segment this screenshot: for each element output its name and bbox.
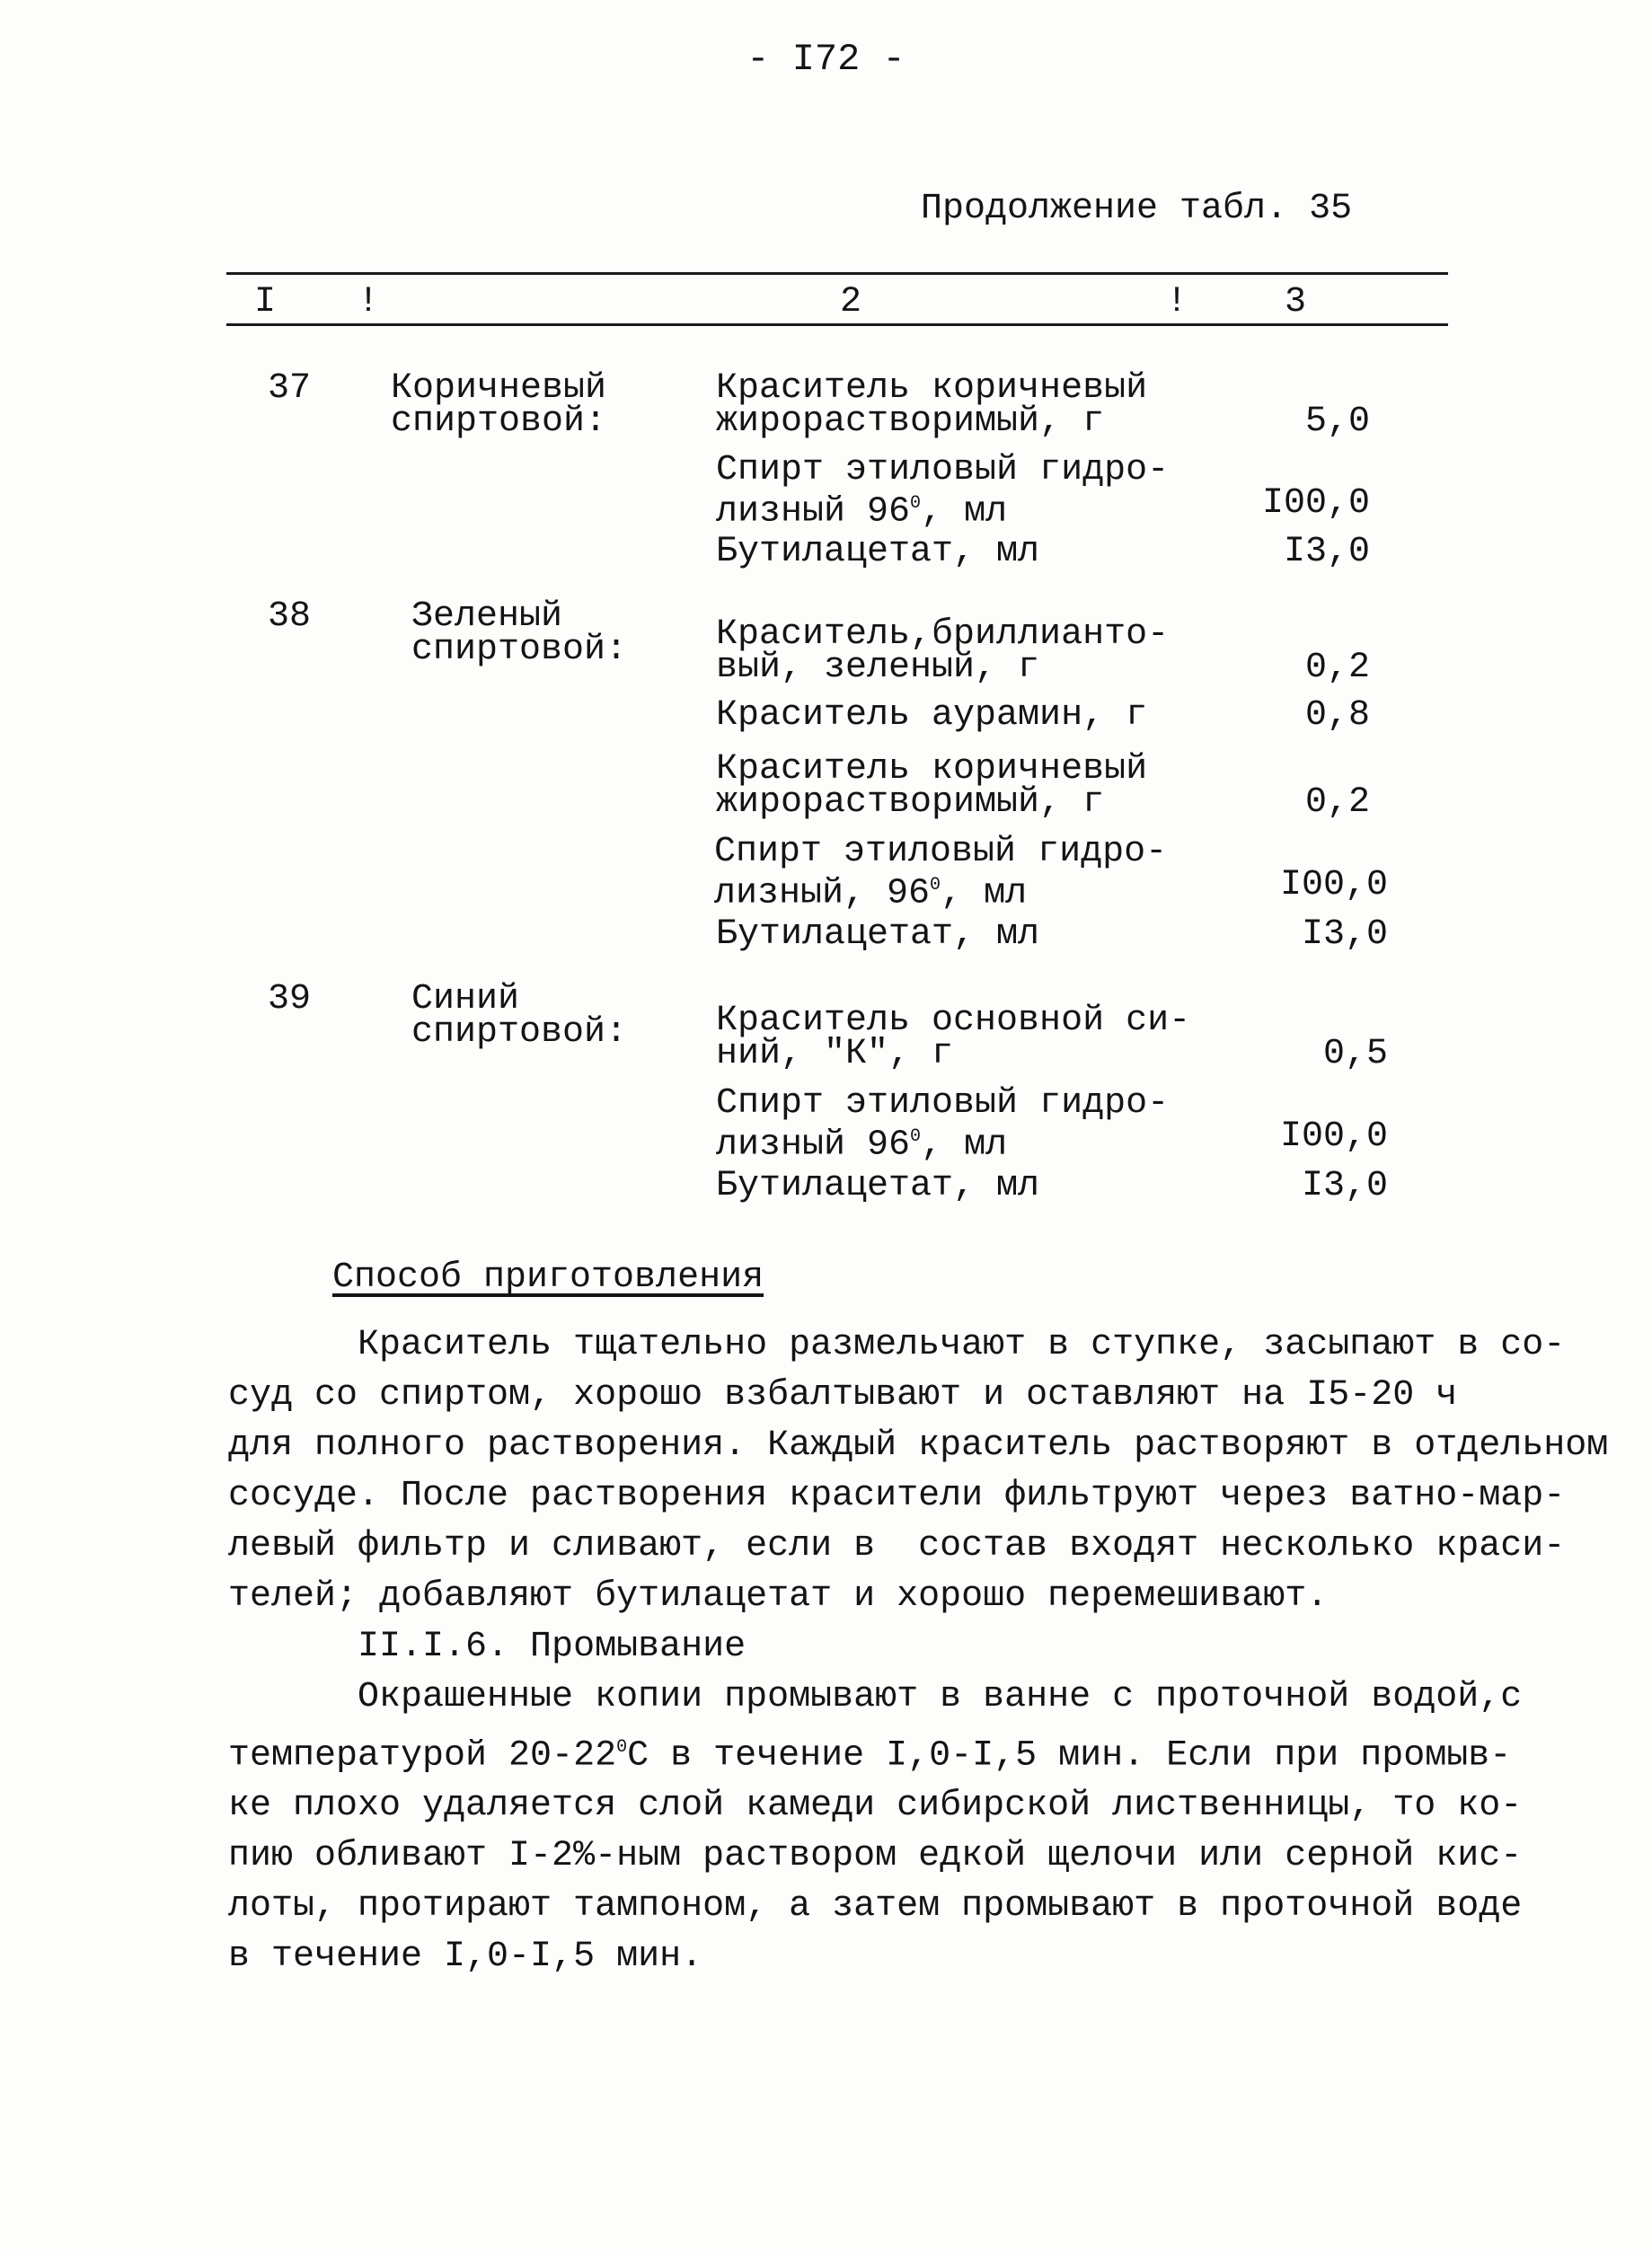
dye-name: Синий спиртовой:: [411, 979, 628, 1053]
table-caption: Продолжение табл. 35: [921, 189, 1353, 229]
ingredient: Бутилацетат, мл: [716, 914, 1040, 955]
quantity: 0,5: [1322, 1034, 1388, 1074]
quantity: I00,0: [1279, 865, 1388, 905]
quantity: 0,2: [1304, 648, 1370, 688]
section-heading: Способ приготовления: [332, 1257, 764, 1298]
subsection-heading: II.I.6. Промывание: [228, 1627, 746, 1667]
ingredient: Краситель коричневый жирорастворимый, г: [716, 368, 1148, 442]
dye-name: Коричневый спиртовой:: [391, 368, 607, 442]
ingredient: Бутилацетат, мл: [716, 532, 1040, 572]
body-paragraph: Окрашенные копии промывают в ванне с проточной водой,с температурой $20-22^0C$ в течение I,0-I,5 мин. Если при промыв- ке плохо удаляется слой камеди сибирской лиственницы, то ко- пию обливают I-2%-ным раствором едкой щелочи или серной кис- лоты, протирают тампоном, а затем промывают в проточной воде в течение I,0-I,5 мин.: [228, 1677, 1523, 1978]
header-separator: !: [358, 282, 380, 322]
header-col-1: I: [254, 282, 277, 322]
ingredient: Спирт этиловый гидро- лизный, $96^0$, мл: [714, 832, 1168, 914]
quantity: 0,2: [1304, 782, 1370, 823]
quantity: I3,0: [1301, 1166, 1388, 1206]
header-separator: !: [1166, 282, 1188, 322]
table-header-rule: [226, 323, 1448, 326]
quantity: 5,0: [1304, 401, 1370, 442]
dye-name: Зеленый спиртовой:: [411, 596, 628, 670]
body-paragraph: Краситель тщательно размельчают в ступке, засыпают в со- суд со спиртом, хорошо взбалтывают и оставляют на I5-20 ч для полного растворения. Каждый краситель растворяют в отдельном сосуде. После растворения красители фильтруют через ватно-мар- левый фильтр и сливают, если в состав входят несколько краси- телей; добавляют бутилацетат и хорошо перемешивают.: [228, 1325, 1609, 1617]
header-col-2: 2: [840, 282, 862, 322]
ingredient: Краситель коричневый жирорастворимый, г: [716, 749, 1148, 823]
row-number: 39: [268, 979, 312, 1019]
quantity: I00,0: [1261, 483, 1370, 524]
ingredient: Бутилацетат, мл: [716, 1166, 1040, 1206]
row-number: 38: [268, 596, 312, 637]
quantity: 0,8: [1304, 695, 1370, 736]
ingredient: Краситель,бриллианто- вый, зеленый, г: [716, 614, 1170, 688]
ingredient: Спирт этиловый гидро- лизный $96^0$, мл: [716, 450, 1170, 533]
ingredient: Краситель аурамин, г: [716, 695, 1148, 736]
page-number: - I72 -: [746, 38, 906, 81]
quantity: I3,0: [1283, 532, 1370, 572]
quantity: I00,0: [1279, 1116, 1388, 1157]
ingredient: Краситель основной си- ний, "К", г: [716, 1001, 1191, 1074]
table-top-rule: [226, 272, 1448, 275]
quantity: I3,0: [1301, 914, 1388, 955]
row-number: 37: [268, 368, 312, 409]
header-col-3: 3: [1285, 282, 1307, 322]
ingredient: Спирт этиловый гидро- лизный $96^0$, мл: [716, 1083, 1170, 1166]
